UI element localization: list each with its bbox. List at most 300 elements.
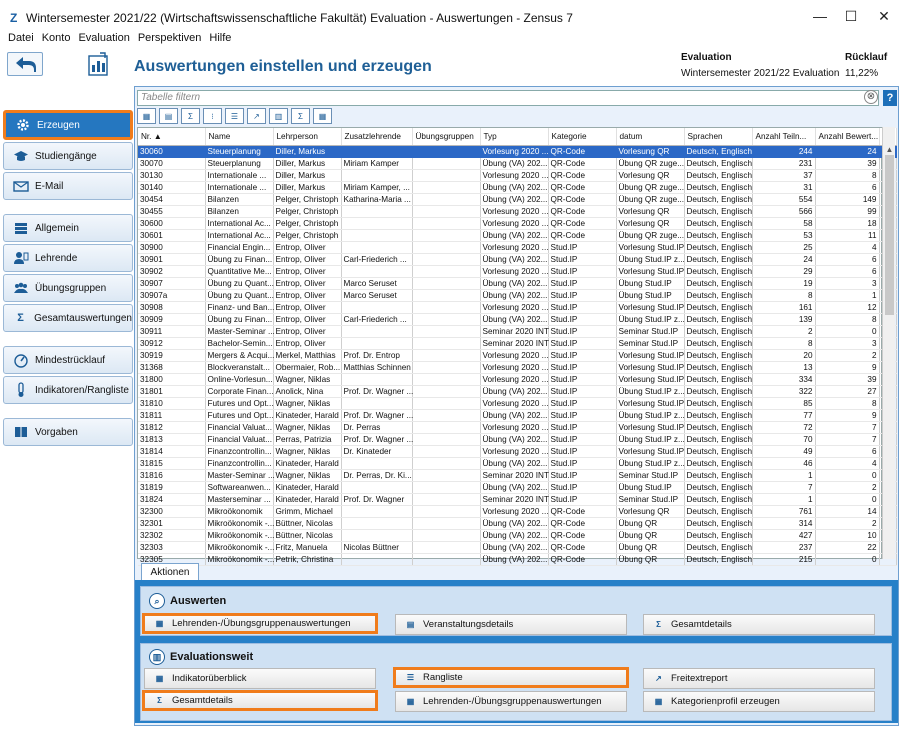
sidebar-item-label: Erzeugen — [37, 119, 80, 131]
button-label: Lehrenden-/Übungsgruppenauswertungen — [172, 618, 351, 629]
table-row[interactable] — [138, 373, 896, 385]
table-cell: Deutsch, Englisch — [684, 517, 752, 529]
table-cell: 6 — [815, 181, 879, 193]
table-cell: Büttner, Nicolas — [273, 529, 341, 541]
table-cell — [341, 505, 412, 517]
table-row[interactable] — [138, 433, 896, 445]
chart-detail-icon[interactable]: ▥ — [269, 108, 288, 124]
table-cell: Deutsch, Englisch — [684, 217, 752, 229]
sigma-icon[interactable]: Σ — [181, 108, 200, 124]
table-row[interactable] — [138, 361, 896, 373]
table-row[interactable] — [138, 169, 896, 181]
table-cell: Vorlesung 2020 ... — [480, 217, 548, 229]
table-cell: Vorlesung QR — [616, 217, 684, 229]
column-header[interactable]: Übungsgruppen — [412, 128, 480, 145]
table-cell — [412, 277, 480, 289]
column-header[interactable]: datum — [616, 128, 684, 145]
table-cell: Prof. Dr. Wagner — [341, 493, 412, 505]
table-cell: Masterseminar ... — [205, 493, 273, 505]
table-cell: Deutsch, Englisch — [684, 361, 752, 373]
table-row[interactable] — [138, 253, 896, 265]
table-cell: 31813 — [138, 433, 205, 445]
table-cell: 32305 — [138, 553, 205, 565]
table-cell: Übung Stud.IP z... — [616, 385, 684, 397]
table-cell: Pelger, Christoph — [273, 229, 341, 241]
table-row[interactable] — [138, 301, 896, 313]
page-title: Auswertungen einstellen und erzeugen — [134, 58, 432, 75]
table-cell: 2 — [815, 481, 879, 493]
table-cell: 554 — [752, 193, 815, 205]
table-cell: QR-Code — [548, 193, 616, 205]
table-cell: Futures und Opt... — [205, 397, 273, 409]
table-cell: Mikroökonomik -... — [205, 529, 273, 541]
sidebar-item-email[interactable] — [3, 172, 133, 200]
table-cell: Katharina-Maria ... — [341, 193, 412, 205]
sidebar-item-erzeugen[interactable] — [3, 110, 133, 140]
column-header[interactable]: Anzahl Bewert... — [815, 128, 879, 145]
table-cell: Fritz, Manuela — [273, 541, 341, 553]
table-cell: Deutsch, Englisch — [684, 337, 752, 349]
table-cell — [412, 397, 480, 409]
filter-list-icon[interactable]: ⁝ — [203, 108, 222, 124]
table-cell: Entrop, Oliver — [273, 325, 341, 337]
table-row[interactable] — [138, 553, 896, 565]
table-cell: Übung (VA) 202... — [480, 409, 548, 421]
table-row[interactable] — [138, 481, 896, 493]
menu-hilfe[interactable]: Hilfe — [209, 32, 232, 44]
table-cell: 139 — [752, 313, 815, 325]
table-cell: 30902 — [138, 265, 205, 277]
table-cell: 2 — [815, 517, 879, 529]
table-cell: 10 — [815, 529, 879, 541]
table-cell: Stud.IP — [548, 373, 616, 385]
table-cell: 6 — [815, 253, 879, 265]
report-grid-icon[interactable]: ▦ — [137, 108, 156, 124]
table-cell: Seminar Stud.IP — [616, 493, 684, 505]
table-cell: Entrop, Oliver — [273, 337, 341, 349]
maximize-button[interactable]: ☐ — [844, 8, 858, 24]
table-cell: Stud.IP — [548, 469, 616, 481]
sidebar-item-label: Mindestrücklauf — [35, 354, 106, 366]
table-cell — [341, 481, 412, 493]
table-cell: Stud.IP — [548, 253, 616, 265]
table-cell: Entrop, Oliver — [273, 289, 341, 301]
table-cell: 39 — [815, 157, 879, 169]
table-cell: 149 — [815, 193, 879, 205]
table-cell: Übung Stud.IP z... — [616, 433, 684, 445]
evaluation-label: Evaluation — [681, 52, 732, 63]
table-row[interactable] — [138, 157, 896, 169]
table-cell: Vorlesung 2020 ... — [480, 301, 548, 313]
table-cell: Übung Stud.IP z... — [616, 313, 684, 325]
table-cell: Wagner, Niklas — [273, 373, 341, 385]
sidebar-item-gesamtauswertungen[interactable] — [3, 304, 133, 332]
table-cell: 8 — [752, 289, 815, 301]
table-row[interactable] — [138, 445, 896, 457]
table-cell: Deutsch, Englisch — [684, 409, 752, 421]
rangliste-button[interactable] — [393, 667, 629, 688]
table-cell: Mikroökonomik -... — [205, 517, 273, 529]
table-cell: Vorlesung QR — [616, 505, 684, 517]
kategorienprofil-erzeugen-button[interactable] — [643, 691, 875, 712]
table-cell: Übung Stud.IP — [616, 289, 684, 301]
table-cell: Vorlesung Stud.IP — [616, 241, 684, 253]
table-cell: Deutsch, Englisch — [684, 493, 752, 505]
table-cell: Internationale ... — [205, 169, 273, 181]
menu-perspektiven[interactable]: Perspektiven — [137, 32, 202, 44]
table-row[interactable] — [138, 493, 896, 505]
table-cell: Deutsch, Englisch — [684, 301, 752, 313]
table-cell: Deutsch, Englisch — [684, 253, 752, 265]
table-cell: Übung zu Quant... — [205, 289, 273, 301]
table-cell: Obermaier, Rob... — [273, 361, 341, 373]
lehrenden-uebungsgruppenauswertungen-evaluationsweit-button[interactable] — [395, 691, 627, 712]
table-cell: Mergers & Acqui... — [205, 349, 273, 361]
table-cell: Deutsch, Englisch — [684, 457, 752, 469]
table-cell: Dr. Kinateder — [341, 445, 412, 457]
table-cell: 761 — [752, 505, 815, 517]
evaluation-value: Wintersemester 2021/22 Evaluation — [681, 68, 840, 79]
export-icon[interactable]: ↗ — [247, 108, 266, 124]
table-row[interactable] — [138, 409, 896, 421]
veranstaltungsdetails-button[interactable] — [395, 614, 627, 635]
table-cell: 1 — [752, 493, 815, 505]
table-cell: 39 — [815, 373, 879, 385]
table-cell: 322 — [752, 385, 815, 397]
table-cell: Deutsch, Englisch — [684, 229, 752, 241]
table-row[interactable] — [138, 517, 896, 529]
table-cell: Prof. Dr. Wagner ... — [341, 385, 412, 397]
table-cell: Master-Seminar ... — [205, 325, 273, 337]
table-row[interactable] — [138, 181, 896, 193]
table-cell — [412, 337, 480, 349]
table-row[interactable] — [138, 313, 896, 325]
profile-grid-icon[interactable]: ▦ — [313, 108, 332, 124]
table-cell: Übung (VA) 202... — [480, 289, 548, 301]
table-cell: 7 — [752, 481, 815, 493]
table-cell: 7 — [815, 433, 879, 445]
table-cell: Übung QR zuge... — [616, 181, 684, 193]
table-cell: 99 — [815, 205, 879, 217]
table-cell: Deutsch, Englisch — [684, 277, 752, 289]
table-cell: Vorlesung QR — [616, 169, 684, 181]
table-cell: Pelger, Christoph — [273, 217, 341, 229]
scroll-up-icon[interactable]: ▲ — [885, 145, 894, 154]
sidebar-item-label: Studiengänge — [35, 150, 97, 162]
header — [0, 46, 907, 86]
table-cell — [412, 529, 480, 541]
book-icon — [13, 424, 29, 440]
table-cell: 2 — [752, 325, 815, 337]
table-cell: 58 — [752, 217, 815, 229]
table-cell: 30060 — [138, 145, 205, 157]
table-row[interactable] — [138, 277, 896, 289]
table-cell: Stud.IP — [548, 397, 616, 409]
tab-aktionen[interactable]: Aktionen — [141, 563, 199, 581]
table-cell: 0 — [815, 325, 879, 337]
table-cell: Matthias Schinnen — [341, 361, 412, 373]
gesamtdetails-evaluationsweit-button[interactable] — [142, 690, 378, 711]
table-cell: Übung (VA) 202... — [480, 481, 548, 493]
list-icon[interactable]: ☰ — [225, 108, 244, 124]
table-row[interactable] — [138, 529, 896, 541]
table-cell — [341, 397, 412, 409]
table-cell: Kinateder, Harald — [273, 409, 341, 421]
table-cell: 9 — [815, 409, 879, 421]
table-cell: 231 — [752, 157, 815, 169]
table-cell: Vorlesung Stud.IP — [616, 265, 684, 277]
table-cell: Deutsch, Englisch — [684, 193, 752, 205]
ranking-list-icon: ☰ — [406, 673, 415, 682]
table-cell: Seminar 2020 INT — [480, 325, 548, 337]
column-header[interactable]: Anzahl Teiln... — [752, 128, 815, 145]
table-cell: 30070 — [138, 157, 205, 169]
table-cell — [412, 541, 480, 553]
window-title: Wintersemester 2021/22 (Wirtschaftswissenschaftliche Fakultät) Evaluation - Auswertungen - Zensus 7 — [26, 11, 573, 25]
table-cell: QR-Code — [548, 205, 616, 217]
column-header[interactable]: Nr. ▲ — [138, 128, 205, 145]
table-cell: 31812 — [138, 421, 205, 433]
minimize-button[interactable]: — — [813, 8, 827, 24]
table-cell: Kinateder, Harald — [273, 481, 341, 493]
table-cell: 2 — [815, 349, 879, 361]
table-cell — [412, 433, 480, 445]
table-cell: Übung (VA) 202... — [480, 457, 548, 469]
table-row[interactable] — [138, 385, 896, 397]
table-row[interactable] — [138, 337, 896, 349]
table-cell: Entrop, Oliver — [273, 241, 341, 253]
table-row[interactable] — [138, 265, 896, 277]
table-cell: Merkel, Matthias — [273, 349, 341, 361]
gear-icon — [15, 117, 31, 133]
table-cell: 20 — [752, 349, 815, 361]
evaluationsweit-title — [149, 649, 253, 665]
table-cell: 30907a — [138, 289, 205, 301]
table-cell: Deutsch, Englisch — [684, 241, 752, 253]
table-row[interactable] — [138, 241, 896, 253]
table-cell — [412, 361, 480, 373]
table-cell: Entrop, Oliver — [273, 301, 341, 313]
table-cell: 46 — [752, 457, 815, 469]
teacher-icon — [13, 250, 29, 266]
table-filter-input[interactable]: Tabelle filtern — [137, 90, 879, 106]
table-cell: Vorlesung 2020 ... — [480, 205, 548, 217]
menu-konto[interactable]: Konto — [41, 32, 71, 44]
table-cell: Übung (VA) 202... — [480, 277, 548, 289]
column-header[interactable]: Lehrperson — [273, 128, 341, 145]
table-cell: 29 — [752, 265, 815, 277]
table-cell: 30130 — [138, 169, 205, 181]
table-cell: Stud.IP — [548, 409, 616, 421]
table-cell: Deutsch, Englisch — [684, 169, 752, 181]
table-cell: 72 — [752, 421, 815, 433]
column-header[interactable]: Name — [205, 128, 273, 145]
table-cell: 30601 — [138, 229, 205, 241]
table-cell: 37 — [752, 169, 815, 181]
table-cell: 31814 — [138, 445, 205, 457]
menu-evaluation[interactable]: Evaluation — [78, 32, 130, 44]
auswerten-title-text: Auswerten — [170, 595, 227, 607]
table-cell: Deutsch, Englisch — [684, 325, 752, 337]
table-cell: Master-Seminar ... — [205, 469, 273, 481]
table-cell: QR-Code — [548, 145, 616, 157]
table-cell: Vorlesung 2020 ... — [480, 265, 548, 277]
column-header[interactable]: Typ — [480, 128, 548, 145]
table-cell: 31368 — [138, 361, 205, 373]
table-cell: Übung zu Finan... — [205, 313, 273, 325]
chart-circle-icon: ▥ — [149, 649, 165, 665]
scroll-thumb[interactable] — [885, 155, 894, 315]
table-cell: Vorlesung Stud.IP — [616, 301, 684, 313]
table-cell — [341, 217, 412, 229]
table-cell: Büttner, Nicolas — [273, 517, 341, 529]
table-cell: Vorlesung 2020 ... — [480, 145, 548, 157]
sidebar-item-label: Lehrende — [35, 252, 78, 264]
table-cell: Deutsch, Englisch — [684, 145, 752, 157]
table-cell: 14 — [815, 505, 879, 517]
table-cell — [341, 229, 412, 241]
table-cell — [412, 265, 480, 277]
table-scrollbar[interactable] — [882, 127, 895, 559]
table-cell: Vorlesung 2020 ... — [480, 505, 548, 517]
table-cell: Übung (VA) 202... — [480, 193, 548, 205]
table-cell: Futures und Opt... — [205, 409, 273, 421]
table-row[interactable] — [138, 325, 896, 337]
table-cell: Steuerplanung — [205, 157, 273, 169]
table-cell: Financial Valuat... — [205, 433, 273, 445]
courses-table — [137, 127, 882, 564]
table-cell: Stud.IP — [548, 313, 616, 325]
report-grid-icon: ▦ — [155, 674, 164, 683]
table-cell: 31 — [752, 181, 815, 193]
menu-datei[interactable]: Datei — [8, 32, 34, 44]
table-row[interactable] — [138, 469, 896, 481]
table-cell: Corporate Finan... — [205, 385, 273, 397]
table-cell: Seminar Stud.IP — [616, 337, 684, 349]
table-cell: Financial Valuat... — [205, 421, 273, 433]
table-cell: Mikroökonomik -... — [205, 553, 273, 565]
table-cell: 53 — [752, 229, 815, 241]
table-cell: Financial Engin... — [205, 241, 273, 253]
table-row[interactable] — [138, 289, 896, 301]
table-cell: Bilanzen — [205, 205, 273, 217]
table-cell: 8 — [815, 169, 879, 181]
table-cell: 30600 — [138, 217, 205, 229]
table-cell: Deutsch, Englisch — [684, 289, 752, 301]
indikatorueberblick-button[interactable] — [144, 668, 376, 689]
table-cell: Entrop, Oliver — [273, 313, 341, 325]
table-cell: Vorlesung QR — [616, 145, 684, 157]
table-row[interactable] — [138, 505, 896, 517]
table-cell: Übung QR — [616, 529, 684, 541]
table-cell: Prof. Dr. Wagner ... — [341, 409, 412, 421]
table-row[interactable] — [138, 349, 896, 361]
table-cell: Diller, Markus — [273, 157, 341, 169]
table-cell — [412, 313, 480, 325]
table-cell — [412, 349, 480, 361]
table-cell — [412, 181, 480, 193]
table-cell: 30454 — [138, 193, 205, 205]
column-header[interactable]: Zusatzlehrende — [341, 128, 412, 145]
table-row[interactable] — [138, 193, 896, 205]
table-cell: Übung (VA) 202... — [480, 433, 548, 445]
table-cell: Anolick, Nina — [273, 385, 341, 397]
table-cell: Übung QR zuge... — [616, 157, 684, 169]
table-cell: 6 — [815, 265, 879, 277]
table-cell: 3 — [815, 337, 879, 349]
title-bar — [0, 0, 907, 34]
profile-grid-icon: ▦ — [654, 697, 663, 706]
table-cell: 9 — [815, 361, 879, 373]
sidebar — [3, 106, 134, 726]
graduation-cap-icon — [13, 148, 29, 164]
sidebar-item-vorgaben[interactable] — [3, 418, 133, 446]
table-cell: Finanzcontrollin... — [205, 445, 273, 457]
table-row[interactable] — [138, 217, 896, 229]
table-cell: Softwareanwen... — [205, 481, 273, 493]
sidebar-item-uebungsgruppen[interactable] — [3, 274, 133, 302]
table-cell: Bilanzen — [205, 193, 273, 205]
sidebar-item-mindestruecklauf[interactable] — [3, 346, 133, 374]
table-cell: Übung (VA) 202... — [480, 529, 548, 541]
button-label: Lehrenden-/Übungsgruppenauswertungen — [423, 696, 602, 707]
summary-sigma-icon[interactable]: Σ — [291, 108, 310, 124]
gesamtdetails-button[interactable] — [643, 614, 875, 635]
sidebar-item-lehrende[interactable] — [3, 244, 133, 272]
table-row[interactable] — [138, 421, 896, 433]
table-cell: Kinateder, Harald — [273, 493, 341, 505]
table-cell: QR-Code — [548, 229, 616, 241]
details-icon[interactable]: ▤ — [159, 108, 178, 124]
table-row[interactable] — [138, 145, 896, 157]
table-cell — [412, 385, 480, 397]
sidebar-item-label: E-Mail — [35, 180, 64, 192]
sidebar-item-indikatoren-rangliste[interactable] — [3, 376, 133, 404]
table-cell: 24 — [752, 253, 815, 265]
table-cell: 3 — [815, 277, 879, 289]
sidebar-item-studiengaenge[interactable] — [3, 142, 133, 170]
table-cell: Prof. Dr. Entrop — [341, 349, 412, 361]
table-row[interactable] — [138, 457, 896, 469]
table-cell: Übung QR — [616, 541, 684, 553]
table-cell: International Ac... — [205, 229, 273, 241]
table-cell — [341, 145, 412, 157]
table-cell: 30911 — [138, 325, 205, 337]
lehrenden-uebungsgruppenauswertungen-button[interactable] — [142, 613, 378, 634]
table-row[interactable] — [138, 229, 896, 241]
table-cell: 4 — [815, 457, 879, 469]
column-header[interactable]: Sprachen — [684, 128, 752, 145]
menu-bar — [0, 30, 907, 46]
table-cell: 30901 — [138, 253, 205, 265]
table-cell: QR-Code — [548, 517, 616, 529]
table-cell: Deutsch, Englisch — [684, 469, 752, 481]
table-row[interactable] — [138, 541, 896, 553]
clear-filter-icon[interactable]: ⊗ — [864, 90, 878, 104]
table-cell: Stud.IP — [548, 361, 616, 373]
sidebar-item-allgemein[interactable] — [3, 214, 133, 242]
table-cell: Online-Vorlesun... — [205, 373, 273, 385]
help-button[interactable]: ? — [883, 90, 897, 106]
table-row[interactable] — [138, 397, 896, 409]
back-button[interactable] — [7, 52, 43, 76]
table-row[interactable] — [138, 205, 896, 217]
table-cell: Marco Seruset — [341, 289, 412, 301]
close-button[interactable]: ✕ — [878, 8, 890, 24]
column-header[interactable]: Kategorie — [548, 128, 616, 145]
freitextreport-button[interactable] — [643, 668, 875, 689]
sigma-icon: Σ — [157, 696, 162, 705]
